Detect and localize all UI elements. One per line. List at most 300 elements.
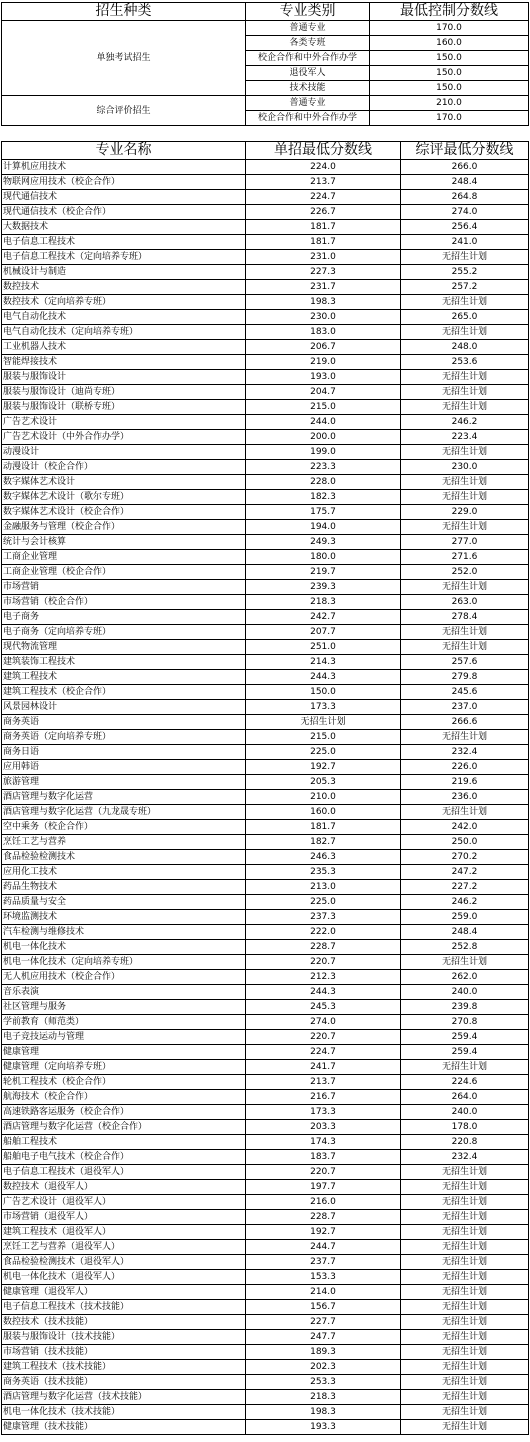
- table-row: [2, 1180, 529, 1195]
- single-exam-score-cell: 222.0: [246, 925, 401, 940]
- major-name-cell: 机电一体化技术（技术技能）: [2, 1405, 246, 1420]
- single-exam-score-cell: 237.7: [246, 1255, 401, 1270]
- table-row: [2, 940, 529, 955]
- min-control-score-cell: 170.0: [370, 21, 529, 36]
- single-exam-score-cell: 220.7: [246, 1030, 401, 1045]
- table-row: [2, 1225, 529, 1240]
- comprehensive-score-cell: 无招生计划: [401, 955, 529, 970]
- comprehensive-score-cell: 246.2: [401, 415, 529, 430]
- comprehensive-score-cell: 250.0: [401, 835, 529, 850]
- single-exam-score-cell: 225.0: [246, 895, 401, 910]
- major-name-cell: 建筑工程技术: [2, 670, 246, 685]
- comprehensive-score-cell: 无招生计划: [401, 1405, 529, 1420]
- table-row: [2, 385, 529, 400]
- major-name-cell: 金融服务与管理（校企合作）: [2, 520, 246, 535]
- single-exam-score-cell: 183.0: [246, 325, 401, 340]
- table-row: [2, 1015, 529, 1030]
- comprehensive-score-cell: 无招生计划: [401, 520, 529, 535]
- comprehensive-score-cell: 236.0: [401, 790, 529, 805]
- major-name-cell: 数控技术（定向培养专班）: [2, 295, 246, 310]
- table-row: [2, 1075, 529, 1090]
- table-row: [2, 1150, 529, 1165]
- single-exam-score-cell: 245.3: [246, 1000, 401, 1015]
- major-name-cell: 数控技术（退役军人）: [2, 1180, 246, 1195]
- single-exam-score-cell: 224.0: [246, 160, 401, 175]
- single-exam-score-cell: 228.7: [246, 940, 401, 955]
- comprehensive-score-cell: 264.0: [401, 1090, 529, 1105]
- single-exam-score-cell: 237.3: [246, 910, 401, 925]
- major-name-cell: 机电一体化技术: [2, 940, 246, 955]
- single-exam-score-cell: 192.7: [246, 1225, 401, 1240]
- table-row: [2, 1330, 529, 1345]
- table-row: [2, 670, 529, 685]
- comprehensive-score-cell: 240.0: [401, 1105, 529, 1120]
- comprehensive-score-cell: 246.2: [401, 895, 529, 910]
- comprehensive-score-cell: 无招生计划: [401, 1270, 529, 1285]
- table-row: [2, 1315, 529, 1330]
- table-row: [2, 1420, 529, 1435]
- major-name-cell: 电子信息工程技术: [2, 235, 246, 250]
- table-row: [2, 250, 529, 265]
- table-row: [2, 400, 529, 415]
- major-name-cell: 数字媒体艺术设计（校企合作）: [2, 505, 246, 520]
- table-row: [2, 910, 529, 925]
- single-exam-score-cell: 175.7: [246, 505, 401, 520]
- major-category-cell: 校企合作和中外合作办学: [246, 51, 370, 66]
- major-name-cell: 电子信息工程技术（退役军人）: [2, 1165, 246, 1180]
- table-row: [2, 595, 529, 610]
- major-name-cell: 风景园林设计: [2, 700, 246, 715]
- major-name-cell: 广告艺术设计: [2, 415, 246, 430]
- table-row: [2, 1210, 529, 1225]
- major-name-cell: 数控技术（技术技能）: [2, 1315, 246, 1330]
- comprehensive-score-cell: 无招生计划: [401, 325, 529, 340]
- major-name-cell: 数字媒体艺术设计: [2, 475, 246, 490]
- comprehensive-score-cell: 无招生计划: [401, 1060, 529, 1075]
- major-name-cell: 广告艺术设计（退役军人）: [2, 1195, 246, 1210]
- major-name-cell: 机械设计与制造: [2, 265, 246, 280]
- comprehensive-score-cell: 232.4: [401, 1150, 529, 1165]
- single-exam-score-cell: 216.7: [246, 1090, 401, 1105]
- table-row: [2, 475, 529, 490]
- major-name-cell: 服装与服饰设计: [2, 370, 246, 385]
- comprehensive-score-cell: 无招生计划: [401, 805, 529, 820]
- single-exam-score-cell: 244.3: [246, 670, 401, 685]
- single-exam-score-cell: 182.3: [246, 490, 401, 505]
- single-exam-score-cell: 244.3: [246, 985, 401, 1000]
- table-row: [2, 370, 529, 385]
- table-row: [2, 790, 529, 805]
- major-name-cell: 高速铁路客运服务（校企合作）: [2, 1105, 246, 1120]
- single-exam-score-cell: 213.7: [246, 175, 401, 190]
- single-exam-score-cell: 198.3: [246, 1405, 401, 1420]
- table-row: [2, 460, 529, 475]
- comprehensive-score-cell: 223.4: [401, 430, 529, 445]
- header-major-name: 专业名称: [2, 142, 246, 160]
- single-exam-score-cell: 215.0: [246, 730, 401, 745]
- comprehensive-score-cell: 245.6: [401, 685, 529, 700]
- major-name-cell: 数字媒体艺术设计（歌尔专班）: [2, 490, 246, 505]
- table-row: [2, 895, 529, 910]
- comprehensive-score-cell: 259.0: [401, 910, 529, 925]
- major-name-cell: 食品检验检测技术: [2, 850, 246, 865]
- comprehensive-score-cell: 271.6: [401, 550, 529, 565]
- major-name-cell: 电子竞技运动与管理: [2, 1030, 246, 1045]
- table-row: [2, 760, 529, 775]
- table-row: [2, 1060, 529, 1075]
- major-name-cell: 应用化工技术: [2, 865, 246, 880]
- major-name-cell: 动漫设计（校企合作）: [2, 460, 246, 475]
- comprehensive-score-cell: 无招生计划: [401, 250, 529, 265]
- table-row: [2, 685, 529, 700]
- comprehensive-score-cell: 227.2: [401, 880, 529, 895]
- comprehensive-score-cell: 无招生计划: [401, 580, 529, 595]
- single-exam-score-cell: 231.0: [246, 250, 401, 265]
- single-exam-score-cell: 181.7: [246, 235, 401, 250]
- major-name-cell: 健康管理: [2, 1045, 246, 1060]
- single-exam-score-cell: 223.3: [246, 460, 401, 475]
- single-exam-score-cell: 200.0: [246, 430, 401, 445]
- comprehensive-score-cell: 242.0: [401, 820, 529, 835]
- enrollment-category-table: [1, 2, 529, 126]
- single-exam-score-cell: 214.3: [246, 655, 401, 670]
- single-exam-score-cell: 206.7: [246, 340, 401, 355]
- table-row: [2, 610, 529, 625]
- comprehensive-score-cell: 无招生计划: [401, 1300, 529, 1315]
- table-row: [2, 865, 529, 880]
- comprehensive-score-cell: 无招生计划: [401, 625, 529, 640]
- major-name-cell: 数控技术: [2, 280, 246, 295]
- comprehensive-score-cell: 无招生计划: [401, 1420, 529, 1435]
- comprehensive-score-cell: 264.8: [401, 190, 529, 205]
- table-row: [2, 1390, 529, 1405]
- single-exam-score-cell: 205.3: [246, 775, 401, 790]
- table-row: [2, 1345, 529, 1360]
- table-row: [2, 625, 529, 640]
- major-name-cell: 健康管理（技术技能）: [2, 1420, 246, 1435]
- table-row: [2, 550, 529, 565]
- single-exam-score-cell: 244.7: [246, 1240, 401, 1255]
- comprehensive-score-cell: 274.0: [401, 205, 529, 220]
- table-row: [2, 715, 529, 730]
- table-row: [2, 235, 529, 250]
- single-exam-score-cell: 228.7: [246, 1210, 401, 1225]
- major-name-cell: 服装与服饰设计（技术技能）: [2, 1330, 246, 1345]
- table-row: [2, 490, 529, 505]
- major-name-cell: 建筑装饰工程技术: [2, 655, 246, 670]
- comprehensive-score-cell: 无招生计划: [401, 1315, 529, 1330]
- table-row: [2, 520, 529, 535]
- table-row: [2, 805, 529, 820]
- comprehensive-score-cell: 无招生计划: [401, 1180, 529, 1195]
- comprehensive-score-cell: 266.6: [401, 715, 529, 730]
- major-name-cell: 酒店管理与数字化运营（技术技能）: [2, 1390, 246, 1405]
- single-exam-score-cell: 181.7: [246, 220, 401, 235]
- enrollment-type-cell: 综合评价招生: [2, 96, 246, 126]
- table-row: [2, 850, 529, 865]
- table-row: [2, 730, 529, 745]
- major-name-cell: 商务日语: [2, 745, 246, 760]
- table-row: [2, 1285, 529, 1300]
- header-enrollment-type: 招生种类: [2, 3, 246, 21]
- header-single-exam-score: 单招最低分数线: [246, 142, 401, 160]
- table-row: [2, 640, 529, 655]
- major-name-cell: 环境监测技术: [2, 910, 246, 925]
- single-exam-score-cell: 239.3: [246, 580, 401, 595]
- comprehensive-score-cell: 无招生计划: [401, 640, 529, 655]
- table-row: [2, 1030, 529, 1045]
- comprehensive-score-cell: 259.4: [401, 1030, 529, 1045]
- major-category-cell: 普通专业: [246, 21, 370, 36]
- single-exam-score-cell: 156.7: [246, 1300, 401, 1315]
- major-name-cell: 航海技术（校企合作）: [2, 1090, 246, 1105]
- single-exam-score-cell: 242.7: [246, 610, 401, 625]
- table-row: [2, 775, 529, 790]
- major-name-cell: 服装与服饰设计（迪尚专班）: [2, 385, 246, 400]
- major-name-cell: 商务英语: [2, 715, 246, 730]
- major-name-cell: 工商企业管理: [2, 550, 246, 565]
- major-name-cell: 电气自动化技术（定向培养专班）: [2, 325, 246, 340]
- single-exam-score-cell: 213.7: [246, 1075, 401, 1090]
- single-exam-score-cell: 226.7: [246, 205, 401, 220]
- min-control-score-cell: 150.0: [370, 81, 529, 96]
- table-row: [2, 295, 529, 310]
- min-control-score-cell: 150.0: [370, 51, 529, 66]
- comprehensive-score-cell: 256.4: [401, 220, 529, 235]
- comprehensive-score-cell: 277.0: [401, 535, 529, 550]
- major-name-cell: 商务英语（定向培养专班）: [2, 730, 246, 745]
- single-exam-score-cell: 224.7: [246, 190, 401, 205]
- major-name-cell: 电子信息工程技术（技术技能）: [2, 1300, 246, 1315]
- single-exam-score-cell: 244.0: [246, 415, 401, 430]
- table-row: [2, 565, 529, 580]
- major-name-cell: 机电一体化技术（退役军人）: [2, 1270, 246, 1285]
- major-name-cell: 商务英语（技术技能）: [2, 1375, 246, 1390]
- table-row: [2, 175, 529, 190]
- major-name-cell: 市场营销（技术技能）: [2, 1345, 246, 1360]
- major-name-cell: 市场营销（校企合作）: [2, 595, 246, 610]
- major-name-cell: 电子商务（定向培养专班）: [2, 625, 246, 640]
- comprehensive-score-cell: 178.0: [401, 1120, 529, 1135]
- single-exam-score-cell: 194.0: [246, 520, 401, 535]
- table-row: [2, 1240, 529, 1255]
- table-row: [2, 1405, 529, 1420]
- comprehensive-score-cell: 无招生计划: [401, 445, 529, 460]
- comprehensive-score-cell: 无招生计划: [401, 1375, 529, 1390]
- major-name-cell: 药品质量与安全: [2, 895, 246, 910]
- table-row: [2, 1360, 529, 1375]
- comprehensive-score-cell: 无招生计划: [401, 1255, 529, 1270]
- comprehensive-score-cell: 无招生计划: [401, 1210, 529, 1225]
- comprehensive-score-cell: 无招生计划: [401, 1285, 529, 1300]
- major-name-cell: 健康管理（定向培养专班）: [2, 1060, 246, 1075]
- major-name-cell: 建筑工程技术（技术技能）: [2, 1360, 246, 1375]
- comprehensive-score-cell: 226.0: [401, 760, 529, 775]
- major-name-cell: 社区管理与服务: [2, 1000, 246, 1015]
- major-name-cell: 物联网应用技术（校企合作）: [2, 175, 246, 190]
- table-row: [2, 970, 529, 985]
- comprehensive-score-cell: 无招生计划: [401, 490, 529, 505]
- single-exam-score-cell: 199.0: [246, 445, 401, 460]
- comprehensive-score-cell: 257.6: [401, 655, 529, 670]
- comprehensive-score-cell: 无招生计划: [401, 730, 529, 745]
- major-category-cell: 退役军人: [246, 66, 370, 81]
- comprehensive-score-cell: 255.2: [401, 265, 529, 280]
- table-row: [2, 280, 529, 295]
- major-name-cell: 现代通信技术: [2, 190, 246, 205]
- single-exam-score-cell: 235.3: [246, 865, 401, 880]
- major-name-cell: 轮机工程技术（校企合作）: [2, 1075, 246, 1090]
- major-category-cell: 各类专班: [246, 36, 370, 51]
- min-control-score-cell: 160.0: [370, 36, 529, 51]
- comprehensive-score-cell: 279.8: [401, 670, 529, 685]
- comprehensive-score-cell: 无招生计划: [401, 400, 529, 415]
- comprehensive-score-cell: 248.0: [401, 340, 529, 355]
- single-exam-score-cell: 220.7: [246, 1165, 401, 1180]
- major-name-cell: 现代通信技术（校企合作）: [2, 205, 246, 220]
- table-row: [2, 1165, 529, 1180]
- single-exam-score-cell: 228.0: [246, 475, 401, 490]
- major-name-cell: 建筑工程技术（退役军人）: [2, 1225, 246, 1240]
- single-exam-score-cell: 216.0: [246, 1195, 401, 1210]
- table-row: [2, 655, 529, 670]
- comprehensive-score-cell: 240.0: [401, 985, 529, 1000]
- major-name-cell: 工商企业管理（校企合作）: [2, 565, 246, 580]
- major-name-cell: 计算机应用技术: [2, 160, 246, 175]
- single-exam-score-cell: 150.0: [246, 685, 401, 700]
- comprehensive-score-cell: 241.0: [401, 235, 529, 250]
- comprehensive-score-cell: 232.4: [401, 745, 529, 760]
- major-name-cell: 电子信息工程技术（定向培养专班）: [2, 250, 246, 265]
- comprehensive-score-cell: 247.2: [401, 865, 529, 880]
- major-name-cell: 食品检验检测技术（退役军人）: [2, 1255, 246, 1270]
- single-exam-score-cell: 218.3: [246, 595, 401, 610]
- comprehensive-score-cell: 270.2: [401, 850, 529, 865]
- table-row: [2, 355, 529, 370]
- single-exam-score-cell: 192.7: [246, 760, 401, 775]
- table-row: [2, 580, 529, 595]
- major-name-cell: 船舶工程技术: [2, 1135, 246, 1150]
- comprehensive-score-cell: 270.8: [401, 1015, 529, 1030]
- major-name-cell: 健康管理（退役军人）: [2, 1285, 246, 1300]
- single-exam-score-cell: 253.3: [246, 1375, 401, 1390]
- comprehensive-score-cell: 263.0: [401, 595, 529, 610]
- comprehensive-score-cell: 253.6: [401, 355, 529, 370]
- single-exam-score-cell: 230.0: [246, 310, 401, 325]
- single-exam-score-cell: 无招生计划: [246, 715, 401, 730]
- major-name-cell: 酒店管理与数字化运营: [2, 790, 246, 805]
- major-name-cell: 汽车检测与维修技术: [2, 925, 246, 940]
- single-exam-score-cell: 213.0: [246, 880, 401, 895]
- major-name-cell: 烹饪工艺与营养: [2, 835, 246, 850]
- table-row: [2, 1270, 529, 1285]
- table-row: [2, 1105, 529, 1120]
- major-score-table: [1, 141, 529, 1435]
- major-name-cell: 现代物流管理: [2, 640, 246, 655]
- comprehensive-score-cell: 239.8: [401, 1000, 529, 1015]
- table-row: [2, 415, 529, 430]
- major-name-cell: 学前教育（师范类）: [2, 1015, 246, 1030]
- major-name-cell: 统计与会计核算: [2, 535, 246, 550]
- major-name-cell: 市场营销: [2, 580, 246, 595]
- comprehensive-score-cell: 237.0: [401, 700, 529, 715]
- major-name-cell: 应用韩语: [2, 760, 246, 775]
- comprehensive-score-cell: 278.4: [401, 610, 529, 625]
- table-row: [2, 310, 529, 325]
- table-row: [2, 1375, 529, 1390]
- comprehensive-score-cell: 252.0: [401, 565, 529, 580]
- comprehensive-score-cell: 无招生计划: [401, 1330, 529, 1345]
- table-row: [2, 1300, 529, 1315]
- major-name-cell: 机电一体化技术（定向培养专班）: [2, 955, 246, 970]
- header-comprehensive-score: 综评最低分数线: [401, 142, 529, 160]
- single-exam-score-cell: 219.7: [246, 565, 401, 580]
- major-name-cell: 电子商务: [2, 610, 246, 625]
- single-exam-score-cell: 227.7: [246, 1315, 401, 1330]
- comprehensive-score-cell: 252.8: [401, 940, 529, 955]
- single-exam-score-cell: 189.3: [246, 1345, 401, 1360]
- major-name-cell: 服装与服饰设计（联桥专班）: [2, 400, 246, 415]
- table-row: [2, 445, 529, 460]
- single-exam-score-cell: 249.3: [246, 535, 401, 550]
- single-exam-score-cell: 231.7: [246, 280, 401, 295]
- comprehensive-score-cell: 无招生计划: [401, 1165, 529, 1180]
- major-category-cell: 技术技能: [246, 81, 370, 96]
- single-exam-score-cell: 153.3: [246, 1270, 401, 1285]
- major-name-cell: 大数据技术: [2, 220, 246, 235]
- single-exam-score-cell: 224.7: [246, 1045, 401, 1060]
- major-name-cell: 智能焊接技术: [2, 355, 246, 370]
- comprehensive-score-cell: 224.6: [401, 1075, 529, 1090]
- single-exam-score-cell: 160.0: [246, 805, 401, 820]
- table-row: [2, 505, 529, 520]
- comprehensive-score-cell: 219.6: [401, 775, 529, 790]
- single-exam-score-cell: 174.3: [246, 1135, 401, 1150]
- comprehensive-score-cell: 266.0: [401, 160, 529, 175]
- major-name-cell: 船舶电子电气技术（校企合作）: [2, 1150, 246, 1165]
- single-exam-score-cell: 241.7: [246, 1060, 401, 1075]
- table-row: [2, 1195, 529, 1210]
- major-name-cell: 酒店管理与数字化运营（校企合作）: [2, 1120, 246, 1135]
- single-exam-score-cell: 183.7: [246, 1150, 401, 1165]
- comprehensive-score-cell: 无招生计划: [401, 385, 529, 400]
- major-name-cell: 音乐表演: [2, 985, 246, 1000]
- comprehensive-score-cell: 无招生计划: [401, 475, 529, 490]
- comprehensive-score-cell: 220.8: [401, 1135, 529, 1150]
- table-row: [2, 1090, 529, 1105]
- major-name-cell: 广告艺术设计（中外合作办学）: [2, 430, 246, 445]
- comprehensive-score-cell: 无招生计划: [401, 1390, 529, 1405]
- table-row: [2, 1135, 529, 1150]
- major-name-cell: 药品生物技术: [2, 880, 246, 895]
- single-exam-score-cell: 198.3: [246, 295, 401, 310]
- comprehensive-score-cell: 无招生计划: [401, 1360, 529, 1375]
- table-row: [2, 160, 529, 175]
- comprehensive-score-cell: 无招生计划: [401, 1225, 529, 1240]
- major-name-cell: 建筑工程技术（校企合作）: [2, 685, 246, 700]
- single-exam-score-cell: 247.7: [246, 1330, 401, 1345]
- single-exam-score-cell: 214.0: [246, 1285, 401, 1300]
- table-row: [2, 190, 529, 205]
- single-exam-score-cell: 207.7: [246, 625, 401, 640]
- table-row: [2, 1120, 529, 1135]
- comprehensive-score-cell: 265.0: [401, 310, 529, 325]
- major-name-cell: 电气自动化技术: [2, 310, 246, 325]
- table-row: [2, 880, 529, 895]
- table-row: [2, 340, 529, 355]
- single-exam-score-cell: 220.7: [246, 955, 401, 970]
- category-row: [2, 21, 529, 36]
